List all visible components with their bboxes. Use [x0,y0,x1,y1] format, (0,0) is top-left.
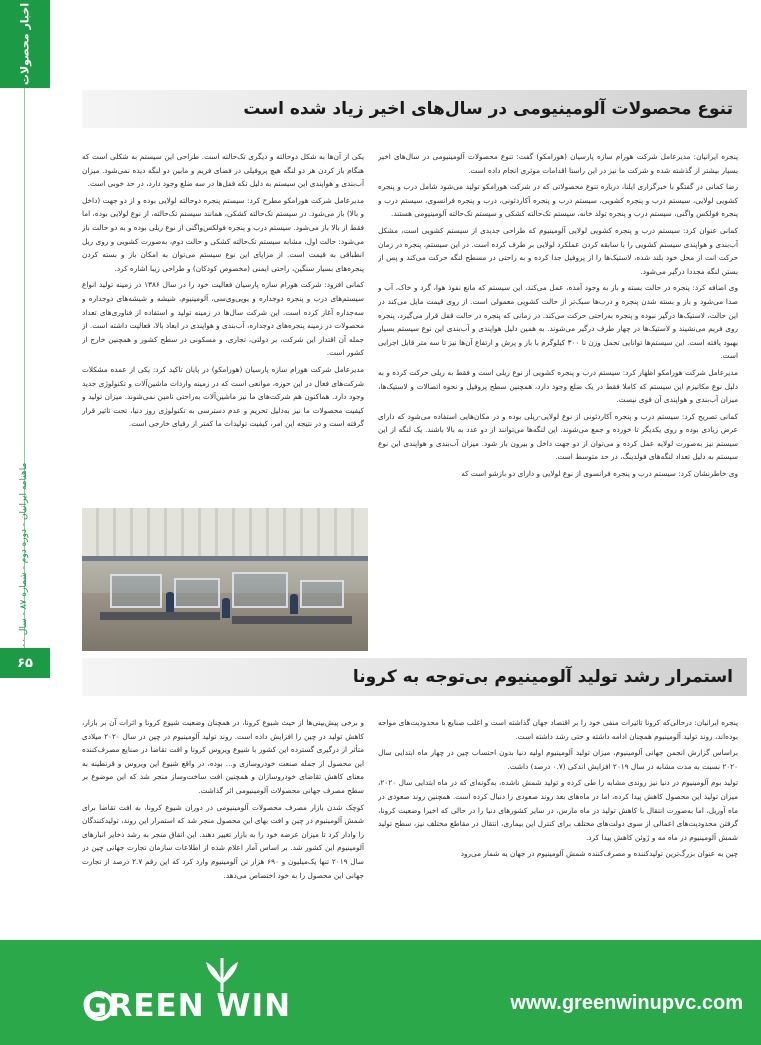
greenwin-advertisement [0,940,761,1045]
paragraph: پنجره ایرانیان: مدیرعامل شرکت هورام سازه پارسیان (هورامکو) گفت: تنوع محصولات آلومینیومی در سال‌های اخیر بسیار بیشتر از گذشته شده و شرکت ما نیز در این راستا اقدامات موثری انجام داده است. [378,152,738,175]
section-tab [0,0,50,88]
paragraph: رضا کمانی در گفتگو با خبرگزاری ایلنا، درباره تنوع محصولاتی که در شرکت هورامکو تولید می‌شود شامل درب و پنجره کشویی لولایی، سیستم درب و پنجره کشویی، سیستم درب و پنجره آکاردئونی، درب و پنجره فرانسوی، سیستم درب و پنجره فولکس واگنی، سیستم درب و پنجره تولد خانه، سیستم تک‌حالته کشکی و سیستم تک‌حالته آلومینیومی هستند. [378,182,738,219]
worker-figure [222,598,230,618]
issue-line: ماهنامه ایرانیان - دوره دوم - شماره ۸۷ - سال [19,462,29,636]
paragraph: وی خاطرنشان کرد: سیستم درب و پنجره فرانسوی از نوع لولایی و دارای دو بازشو است که [461,469,738,479]
brand-name: GREEN WIN [82,988,292,1024]
article2-column-left [82,716,364,926]
paragraph: کوچک شدن بازار مصرف محصولات آلومینیومی در دوران شیوع کرونا، به افت تقاضا برای شمش آلومینیوم در چین و افت بهای این محصول منجر شد که استمرار این روند، تولیدکنندگان را وادار کرد تا میزان عرضه خود را به بازار تغییر دهند. این اتفاق منجر به رشد ذخایر انبارهای آلومینیوم این کشور شد. بر اساس آمار اعلام شده از اطلاعات سازمان تجارت جهانی چین در سال ۲۰۱۹ تنها یک‌میلیون و ۶۹۰ هزار تن آلومینیوم وارد کرد که این رقم ۲.۷ درصد از تجارت جهانی این محصول را به خود اختصاص می‌دهد. [82,802,364,880]
section-tab-label: اخبار محصولات [18,2,32,86]
paragraph: تولید بوم آلومینیوم در دنیا نیز روندی مشابه را طی کرده و تولید شمش ناشده، به‌گونه‌ای که در ماه ابتدایی سال ۲۰۲۰، میزان تولید این محصول کاهش پیدا کرده، اما در ماه‌های بعد روند صعودی را دنبال کرده است. همچنین روند صعودی در ماه آوریل، اما به‌صورت انتقال با کاهش تولید در ماه مارس، در سایر کشورهای دنیا را در حالی که اخیرا وضعیت کرونا، گرفتن محدودیت‌های اعمالی از سوی دولت‌های مختلف برای کنترل این بیماری، انتقال در مقاطع مختلف نیز، سطح تولید شمش آلومینیوم در ماه مه و ژوئن کاهش پیدا کرد. [378,778,738,842]
article1-column-left [82,150,364,506]
photo-beam [82,556,368,561]
work-table [100,612,220,620]
article2-title-bar [82,658,747,696]
work-table [232,616,352,624]
window-frame [300,580,344,608]
window-frame [232,572,288,608]
page-number: ۶۵ [0,648,50,678]
paragraph: کمانی افزود: شرکت هورام سازه پارسیان فعالیت خود را در سال ۱۳۸۶ در زمینه تولید انواع سیستم‌های درب و پنجره دوجداره و یوپی‌وی‌سی، آلومینیوم، شیشه و شیشه‌های دوجداره و سه‌جداره آغاز کرده است. این شرکت سال‌ها در زمینه تولید و استفاده از فناوری‌های تعداد محصولات در زمینه پنجره‌های دوجداره، آب‌بندی و هواپندی در ابعاد بالا، فعالیت داشته است. از جمله آن اقتدار این شرکت، بر دولتی، تجاری، و مسکونی در سطح کشور و همچنین خارج از کشور است. [82,280,364,358]
paragraph: چین به عنوان بزرگ‌ترین تولیدکننده و مصرف‌کننده شمش آلومینیوم در جهان به شمار می‌رود [460,849,738,859]
website-url[interactable]: www.greenwinupvc.com [510,992,743,1014]
paragraph: پنجره ایرانیان: درحالی‌که کرونا تاثیرات منفی خود را بر اقتصاد جهان گذاشته است و اغلب صنایع با محدودیت‌های مواجه بوده‌اند، روند تولید آلومینیوم همچنان ادامه داشته و حتی رشد داشته است. [378,718,738,741]
paragraph: وی اضافه کرد: پنجره در حالت بسته و باز به وجود آمده، عمل می‌کند، این سیستم که مانع نفوذ هوا، گرد و خاک، آب و صدا می‌شود و باز و بسته شدن پنجره و درب‌ها سبک‌تر از حالت کشویی معمولی است. از روی قیمت مایل می‌کند در این حالت، لاستیک‌ها درگیر نبوده و پنجره به‌راحتی حرکت می‌کند. در زمانی که پنجره در حالت قفل قرار می‌گیرد، پنجره روی فریم می‌نشیند و لاستیک‌ها در چهار طرف درگیر می‌شوند. به همین دلیل هواپندی و آب‌بندی این نوع سیستم بسیار بهبود یافته است. این سیستم‌ها توانایی تحمل وزن تا ۳۰۰ کیلوگرم با باز و پرش و ارتفاع آن‌ها نیز تا سه متر قابل اجرایی است. [378,283,738,361]
article1-title: تنوع محصولات آلومینیومی در سال‌های اخیر زیاد شده است [243,99,733,119]
greenwin-logo [82,954,322,1034]
paragraph: مدیرعامل شرکت هورام سازه پارسیان (هورامکو) در پایان تاکید کرد: یکی از عمده مشکلات شرکت‌های فعال در این حوزه، موانعی است که در زمینه واردات ماشین‌آلات و تکنولوژی جدید وجود دارد. هماکنون هم شرکت‌های ما نیز ماشین‌آلات به‌راحتی تامین نمی‌شوند. میزان تولید و کیفیت محصولات ما نیز به‌دلیل تحریم و عدم دسترسی به تکنولوژی روز دنیا، تحت تاثیر قرار گرفته است و در نتیجه این امر، کیفیت تولیدات ما کمتر از رقبای خارجی است. [82,364,364,429]
window-frame [174,578,220,608]
paragraph: کمانی عنوان کرد: سیستم درب و پنجره کشویی لولایی آلومینیوم که طراحی جدیدی از سیستم کشویی است، مشکل آب‌بندی و هواپندی سیستم کشویی را با سابقه کردن عملکرد لولایی بر طرف کرده است. در این سیستم، پنجره در زمان حرکت انت از محل خود بلند شده، لاستیک‌ها را از پروفیل جدا کرده و به راحتی در مسطح لنگه حرکت می‌کند و پس از بستن لنگه مجددا درگیر می‌شود. [378,225,738,276]
paragraph: براساس گزارش انجمن جهانی آلومینیوم، میزان تولید آلومینیوم اولیه دنیا بدون احتساب چین در چهار ماه ابتدایی سال ۲۰۲۰ نسبت به مدت مشابه در سال ۲۰۱۹ افزایش اندکی (۰.۷ درصد) داشت. [378,748,738,771]
paragraph: مدیرعامل شرکت هورامکو اظهار کرد: سیستم درب و پنجره کشویی از نوع ریلی است و فقط به ریلی حرکت کرده و به دلیل نوع مکانیزم این سیستم که کاملا فقط در یک ضلع وجود دارد، همچنین سطح پروفیل و نحوه اتصالات و لاستیک‌ها، میزان آب‌بندی و هواپندی آن قوی نیست. [378,367,738,405]
article1-column-right [378,150,738,632]
article2-title: استمرار رشد تولید آلومینیوم بی‌توجه به کرونا [352,667,733,687]
factory-photo [82,508,368,651]
paragraph: مدیرعامل شرکت هورامکو مطرح کرد: سیستم پنجره دوحالته لولایی بوده و از دو جهت (داخل و بالا) باز می‌شود. در سیستم تک‌حالته کشکی، همانند سیستم تک‌حالته، از نوع لولایی بوده، اما فقط از بالا باز می‌شود. سیستم درب و پنجره فولکس‌واگنی از نوع ریلی بوده و به دو حالت باز می‌شود: حالت اول، مشابه سیستم تک‌حالته کشکی و حالت دوم، به‌صورت کشویی و روی ریل انطباقی به قیمت است. از مزایای این نوع سیستم می‌توان به امکان باز و بسته کردن پنجره‌های بسیار سنگین، راحتی ایمنی (مخصوص کودکان) و طراحی زیبا اشاره کرد. [82,195,364,273]
window-frame [110,574,162,608]
worker-figure [166,592,174,612]
paragraph: یکی از آن‌ها به شکل دوحالته و دیگری تک‌حالته است. طراحی این سیستم به شکلی است که هنگام باز کردن هر دو لنگه هیچ پروفیلی در فضای فریم و مابین دو لنگه دیده نمی‌شود. میزان آب‌بندی و هواپندی این سیستم به دلیل تکه قفل‌ها در سه ضلع وجود دارد، در حد خوبی است. [82,152,364,189]
paragraph: کمانی تصریح کرد: سیستم درب و پنجره آکاردئونی از نوع لولایی-ریلی بوده و در مکان‌هایی استفاده می‌شود که دارای عرض زیادی بوده و روی یکدیگر تا خورده و جمع می‌شوند. این لنگه‌ها می‌توانند از دو عدد به بالا باشند. یک لنگه از این سیستم نیز به‌صورت لولایه عمل کرده و می‌توان از دو جهت داخل و بیرون باز شود. میزان آب‌بندی و هواپندی این نوع سیستم به دلیل تعداد لنگه‌های فولدینگ، در حد متوسط است. [378,411,738,462]
article2-column-right [378,716,738,926]
article1-title-bar [82,90,747,128]
photo-roof [82,508,368,556]
worker-figure [290,594,298,614]
paragraph: و برخی پیش‌بینی‌ها از حیث شیوع کرونا، در همچنان وضعیت شیوع کرونا و اثرات آن بر بازار، کاهش تولید در چین را افزایش داده است. روند تولید آلومینیوم در چین در سال ۲۰۲۰ میلادی متأثر از درگیری گسترده این کشور با شیوع ویروس کرونا و افت تقاضا در صنایع مصرف‌کننده این محصول از جمله صنعت خودروسازی و... بوده، در واقع شیوع این ویروس و قرنطینه به معنای کاهش تقاضای خودروسازان و همچنین افت ساخت‌وساز منجر شد که این موضوع بر سطح مصرف جهانی محصولات آلومینیومی اثر گذاشت. [82,718,364,795]
